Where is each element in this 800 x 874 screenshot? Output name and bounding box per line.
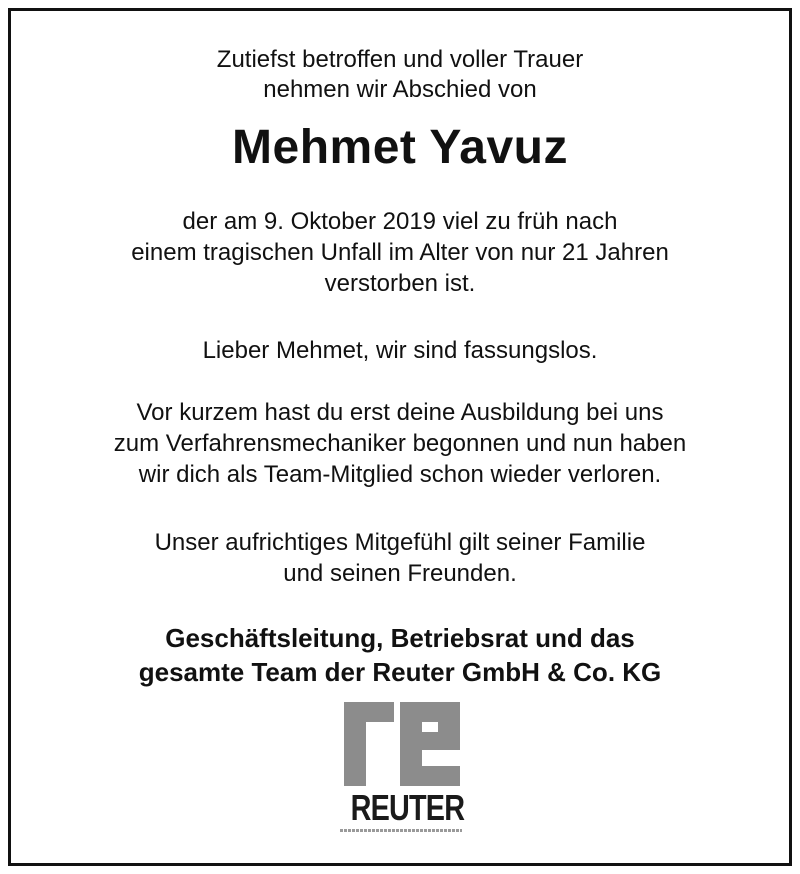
memory-line-2: zum Verfahrensmechaniker begonnen und nun haben: [113, 430, 687, 457]
memory-line-1: Vor kurzem hast du erst deine Ausbildung bei uns: [136, 399, 664, 426]
logo-tagline-line: [340, 829, 462, 832]
logo-wordmark: REUTER: [350, 787, 465, 828]
memory-line-3: wir dich als Team-Mitglied schon wieder verloren.: [138, 461, 662, 488]
reuter-logo: [338, 700, 464, 836]
intro-line-1: Zutiefst betroffen und voller Trauer: [216, 46, 584, 73]
condolence-line-1: Unser aufrichtiges Mitgefühl gilt seiner Familie: [154, 529, 646, 556]
signature-line-2: gesamte Team der Reuter GmbH & Co. KG: [138, 657, 662, 687]
address-line-1: Lieber Mehmet, wir sind fassungslos.: [202, 337, 598, 364]
deceased-name: Mehmet Yavuz: [232, 121, 568, 174]
death-line-2: einem tragischen Unfall im Alter von nur 21 Jahren: [131, 239, 669, 266]
death-line-3: verstorben ist.: [324, 270, 476, 297]
re-mark-icon: [338, 700, 464, 790]
intro-line-2: nehmen wir Abschied von: [263, 76, 537, 103]
condolence-line-2: und seinen Freunden.: [283, 560, 517, 587]
death-line-1: der am 9. Oktober 2019 viel zu früh nach: [182, 208, 618, 235]
signature-line-1: Geschäftsleitung, Betriebsrat und das: [165, 623, 635, 653]
